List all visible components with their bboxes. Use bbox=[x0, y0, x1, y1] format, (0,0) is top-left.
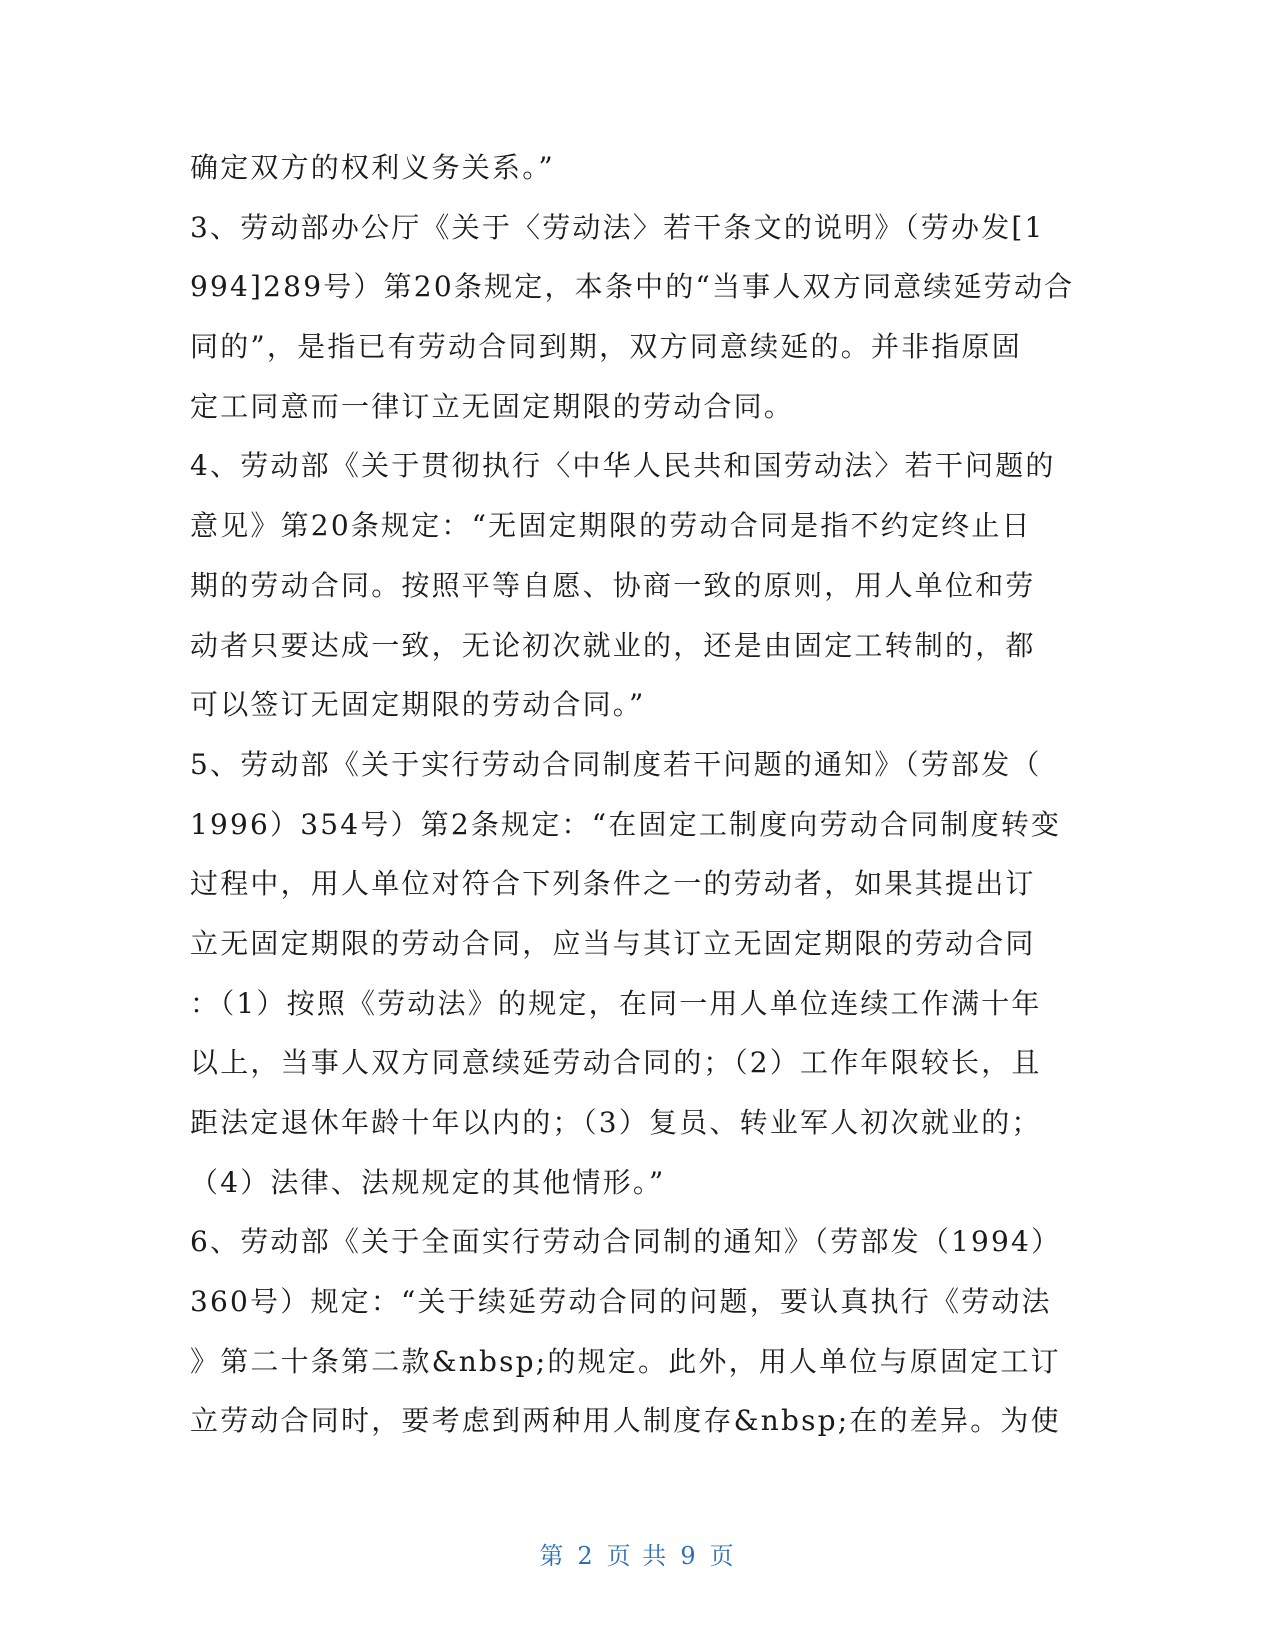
text-line: 360号）规定：“关于续延劳动合同的问题，要认真执行《劳动法 bbox=[190, 1285, 1052, 1319]
text-line: 4、劳动部《关于贯彻执行〈中华人民共和国劳动法〉若干问题的 bbox=[190, 449, 1056, 483]
text-line: 动者只要达成一致，无论初次就业的，还是由固定工转制的，都 bbox=[190, 628, 1036, 662]
text-line: 立劳动合同时，要考虑到两种用人制度存&nbsp;在的差异。为使 bbox=[190, 1404, 1061, 1438]
footer-prefix: 第 bbox=[539, 1542, 566, 1570]
footer-suffix: 页 bbox=[709, 1542, 736, 1570]
footer-middle: 页 共 bbox=[606, 1542, 669, 1570]
text-line: 期的劳动合同。按照平等自愿、协商一致的原则，用人单位和劳 bbox=[190, 568, 1036, 602]
text-line: 距法定退休年龄十年以内的；（3）复员、转业军人初次就业的； bbox=[190, 1106, 1042, 1139]
page-footer bbox=[0, 1536, 1275, 1571]
total-page-count: 9 bbox=[680, 1542, 698, 1570]
text-line: 994]289号）第20条规定，本条中的“当事人双方同意续延劳动合 bbox=[190, 270, 1075, 304]
text-line: 过程中，用人单位对符合下列条件之一的劳动者，如果其提出订 bbox=[190, 867, 1036, 901]
text-line: （4）法律、法规规定的其他情形。” bbox=[190, 1165, 666, 1199]
text-line: 可以签订无固定期限的劳动合同。” bbox=[190, 688, 646, 722]
current-page-number: 2 bbox=[577, 1542, 595, 1570]
text-line: 定工同意而一律订立无固定期限的劳动合同。 bbox=[190, 389, 795, 423]
text-line: 》第二十条第二款&nbsp;的规定。此外，用人单位与原固定工订 bbox=[190, 1344, 1061, 1378]
text-line: 立无固定期限的劳动合同，应当与其订立无固定期限的劳动合同 bbox=[190, 926, 1036, 960]
document-body bbox=[190, 138, 1090, 1451]
text-line: 6、劳动部《关于全面实行劳动合同制的通知》（劳部发（1994） bbox=[190, 1225, 1062, 1259]
text-line: 确定双方的权利义务关系。” bbox=[190, 151, 555, 184]
text-line: 3、劳动部办公厅《关于〈劳动法〉若干条文的说明》（劳办发[1 bbox=[190, 210, 1045, 244]
text-line: 5、劳动部《关于实行劳动合同制度若干问题的通知》（劳部发（ bbox=[190, 747, 1042, 781]
text-line: 1996）354号）第2条规定：“在固定工制度向劳动合同制度转变 bbox=[190, 807, 1062, 841]
text-line: 意见》第20条规定：“无固定期限的劳动合同是指不约定终止日 bbox=[190, 509, 1032, 543]
text-line: 以上，当事人双方同意续延劳动合同的；（2）工作年限较长，且 bbox=[190, 1046, 1042, 1080]
text-line: 同的”，是指已有劳动合同到期，双方同意续延的。并非指原固 bbox=[190, 330, 1022, 364]
text-line: ：（1）按照《劳动法》的规定，在同一用人单位连续工作满十年 bbox=[190, 986, 1042, 1020]
